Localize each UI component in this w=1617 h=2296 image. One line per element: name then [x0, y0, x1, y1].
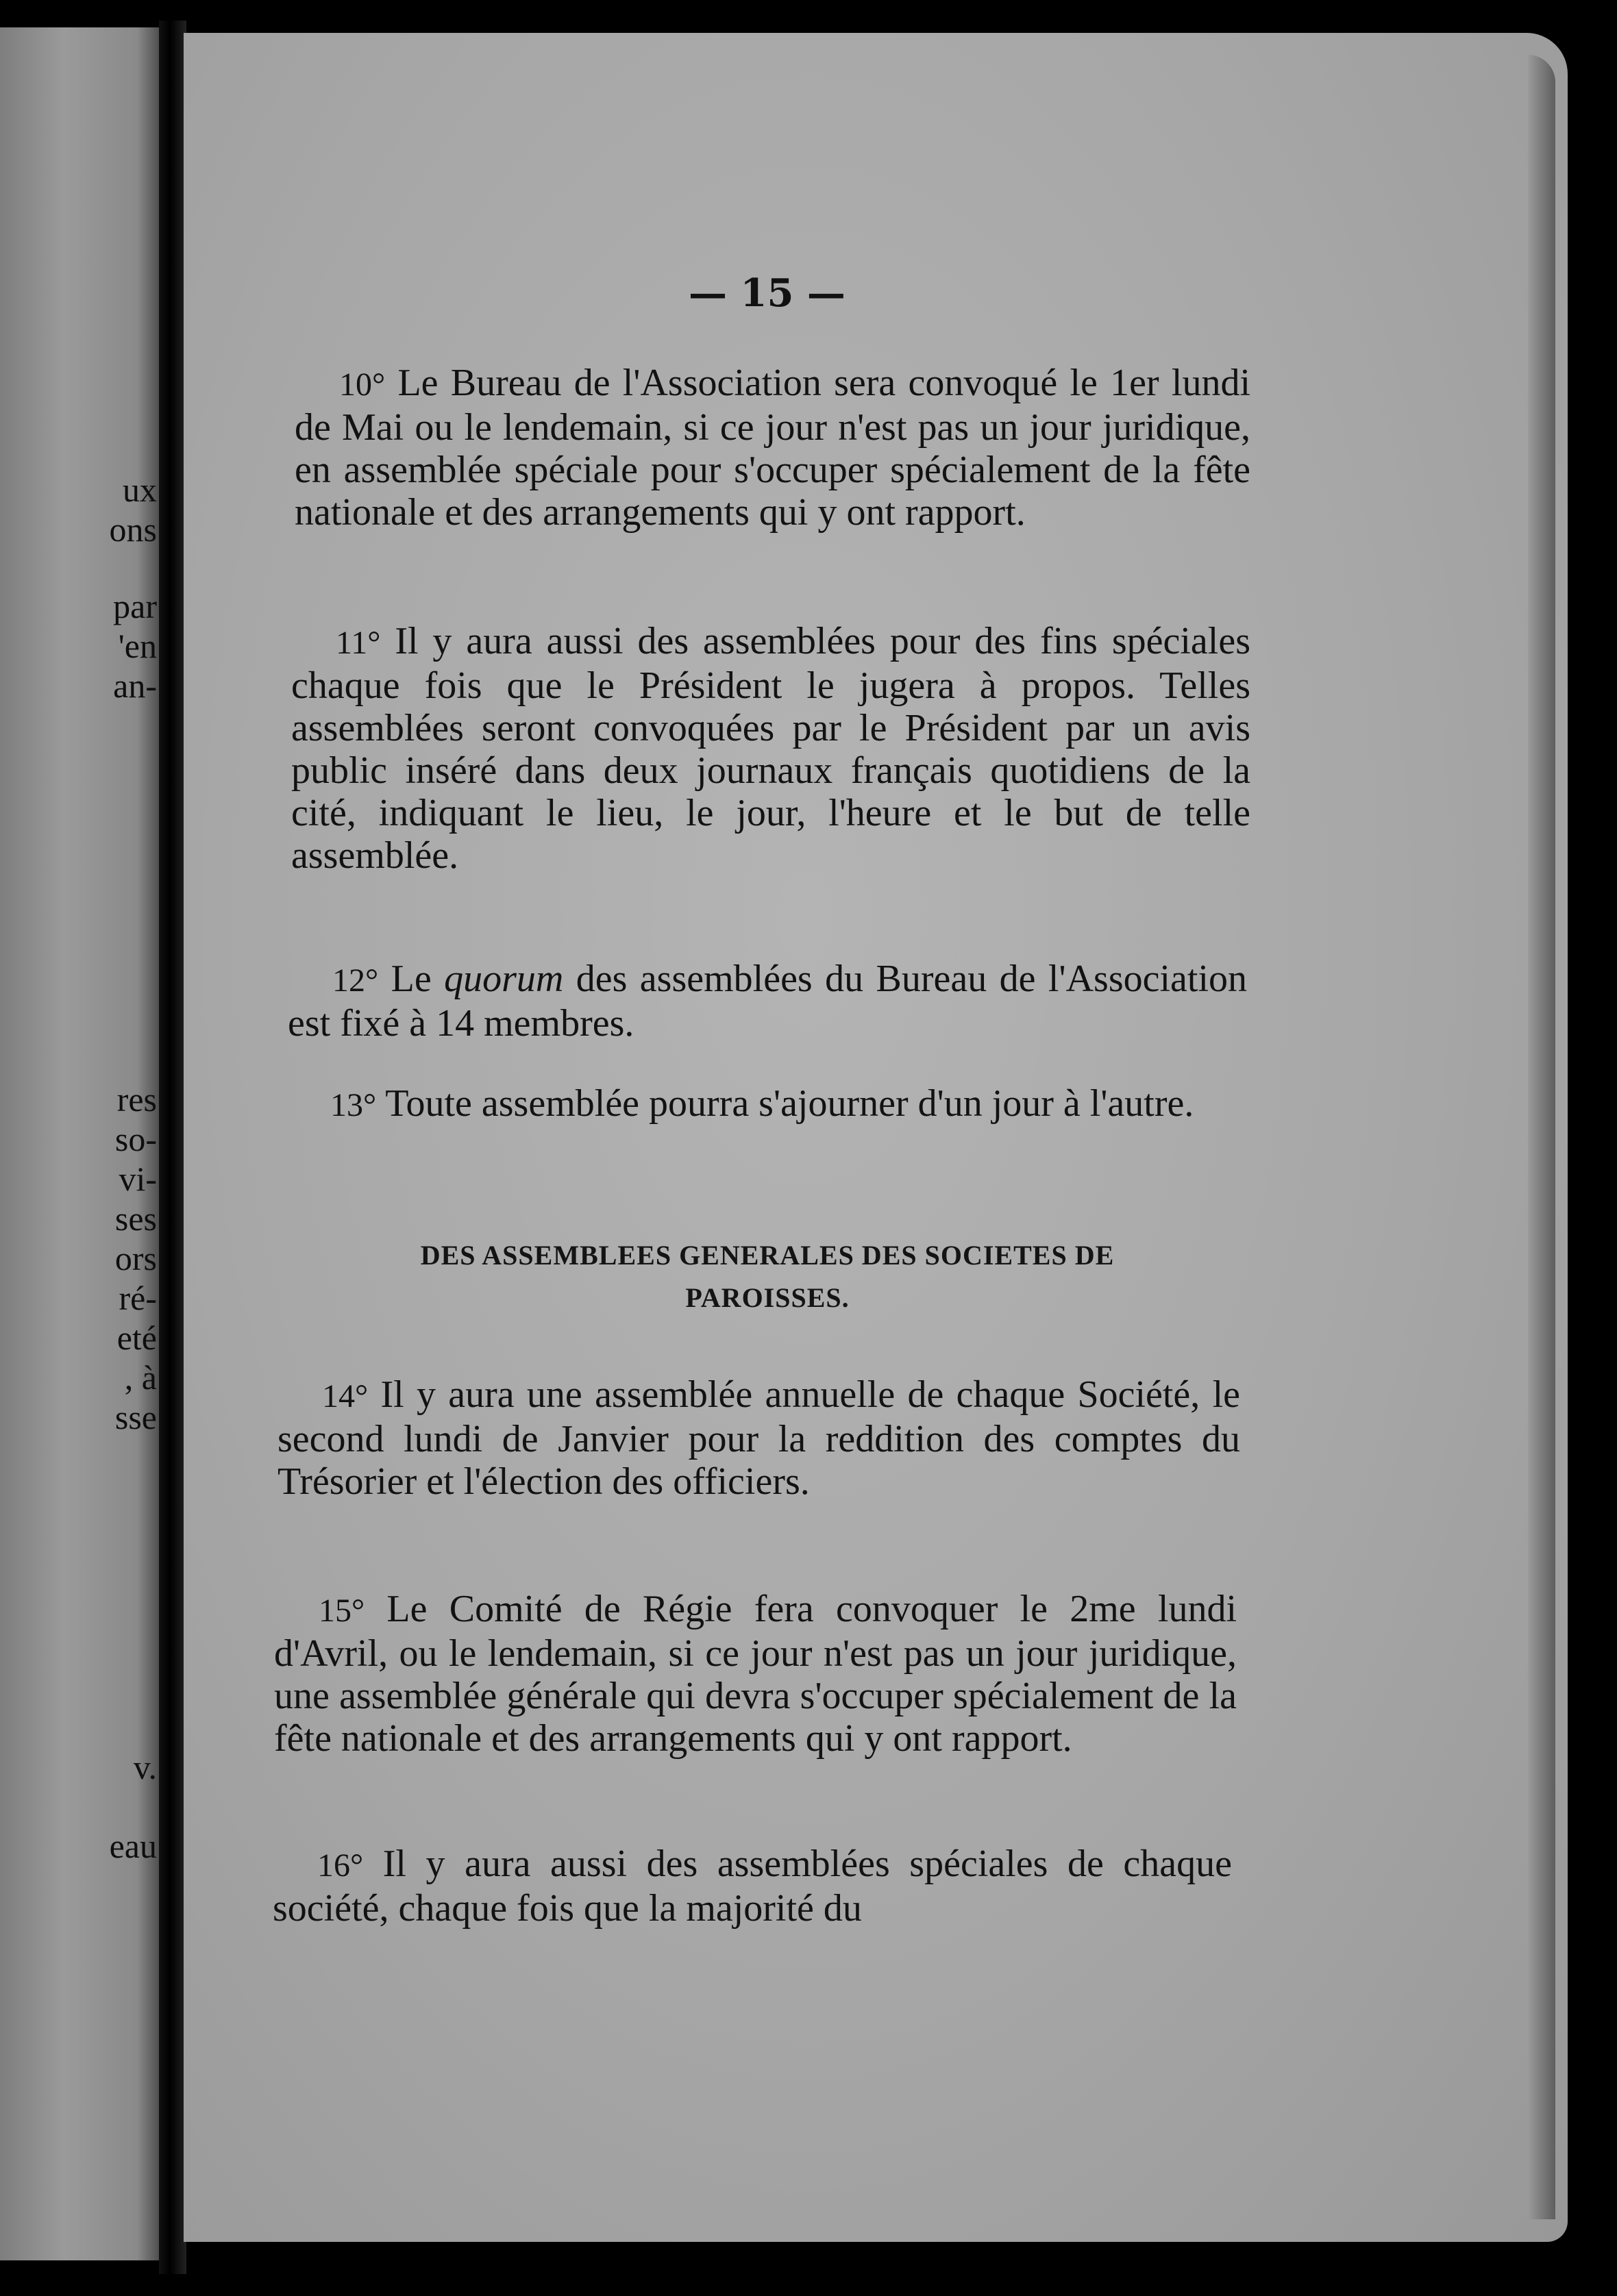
article-13	[282, 1082, 1243, 1127]
article-11	[291, 620, 1250, 877]
book-gutter	[159, 21, 186, 2274]
article-16	[273, 1843, 1232, 1930]
left-page-fragment: ons	[109, 510, 157, 549]
article-number: 11°	[336, 625, 381, 661]
left-page-fragment: vi-	[119, 1160, 157, 1198]
article-text: Le Comité de Régie fera convoquer le 2me lundi d'Avril, ou le lendemain, si ce jour n'est pas un jour juridique, une assemblée générale qui devra s'occuper spécialement de la fête nationale et des arrangements qui y ont rapport.	[274, 1588, 1237, 1760]
article-text: Il y aura aussi des assemblées pour des fins spéciales chaque fois que le Président le jugera à propos. Telles assemblées seront convoquées par le Président par un avis public inséré dans deux journaux français quotidiens de la cité, indiquant le lieu, le jour, l'heure et le but de telle assemblée.	[291, 620, 1250, 877]
page-number: — 15 —	[689, 271, 845, 316]
left-page-fragment: ors	[114, 1239, 157, 1277]
left-page-fragment: , à	[124, 1358, 157, 1397]
article-text: Il y aura une assemblée annuelle de chaque Société, le second lundi de Janvier pour la reddition des comptes du Trésorier et l'élection des officiers.	[277, 1373, 1240, 1503]
article-number: 10°	[339, 366, 386, 403]
article-number: 15°	[319, 1593, 365, 1629]
left-page-fragment: ux	[123, 471, 157, 509]
article-number: 14°	[322, 1378, 369, 1414]
left-page-fragment: sse	[114, 1398, 157, 1436]
left-page-fragment: eté	[116, 1319, 157, 1357]
article-text: Toute assemblée pourra s'ajourner d'un jour à l'autre.	[376, 1082, 1194, 1125]
article-10	[295, 362, 1250, 534]
left-page-fragment: an-	[113, 666, 157, 705]
section-heading: DES ASSEMBLEES GENERALES DES SOCIETES DE PAROISSES.	[420, 1240, 1115, 1313]
left-page-fragment: res	[116, 1080, 157, 1119]
article-number: 12°	[332, 962, 379, 999]
left-page-fragment: eau	[109, 1827, 157, 1865]
article-14	[277, 1373, 1240, 1503]
left-page-fragment: v.	[133, 1748, 157, 1786]
left-page-fragment: par	[113, 587, 157, 625]
article-text-after: des assemblées du Bureau de l'Association est fixé à 14 membres.	[288, 958, 1247, 1045]
article-text: Le Bureau de l'Association sera convoqué le 1er lundi de Mai ou le lendemain, si ce jour n'est pas un jour juridique, en assemblée spéciale pour s'occuper spécialement de la fête nationale et des arrangements qui y ont rapport.	[295, 362, 1250, 534]
article-number: 16°	[317, 1847, 364, 1884]
article-number: 13°	[330, 1087, 377, 1123]
left-page-fragment: ses	[114, 1199, 157, 1238]
article-text-italic: quorum	[444, 958, 564, 1000]
left-facing-page	[0, 27, 161, 2260]
left-page-fragment: so-	[114, 1120, 157, 1158]
article-12	[288, 958, 1247, 1045]
article-text: Il y aura aussi des assemblées spéciales de chaque société, chaque fois que la majorité du	[273, 1843, 1232, 1930]
article-text-before: Le	[378, 958, 445, 1000]
left-page-fragment: ré-	[119, 1279, 157, 1317]
article-15	[274, 1588, 1237, 1760]
left-page-fragment: 'en	[118, 627, 157, 665]
page-edge	[1528, 55, 1555, 2219]
